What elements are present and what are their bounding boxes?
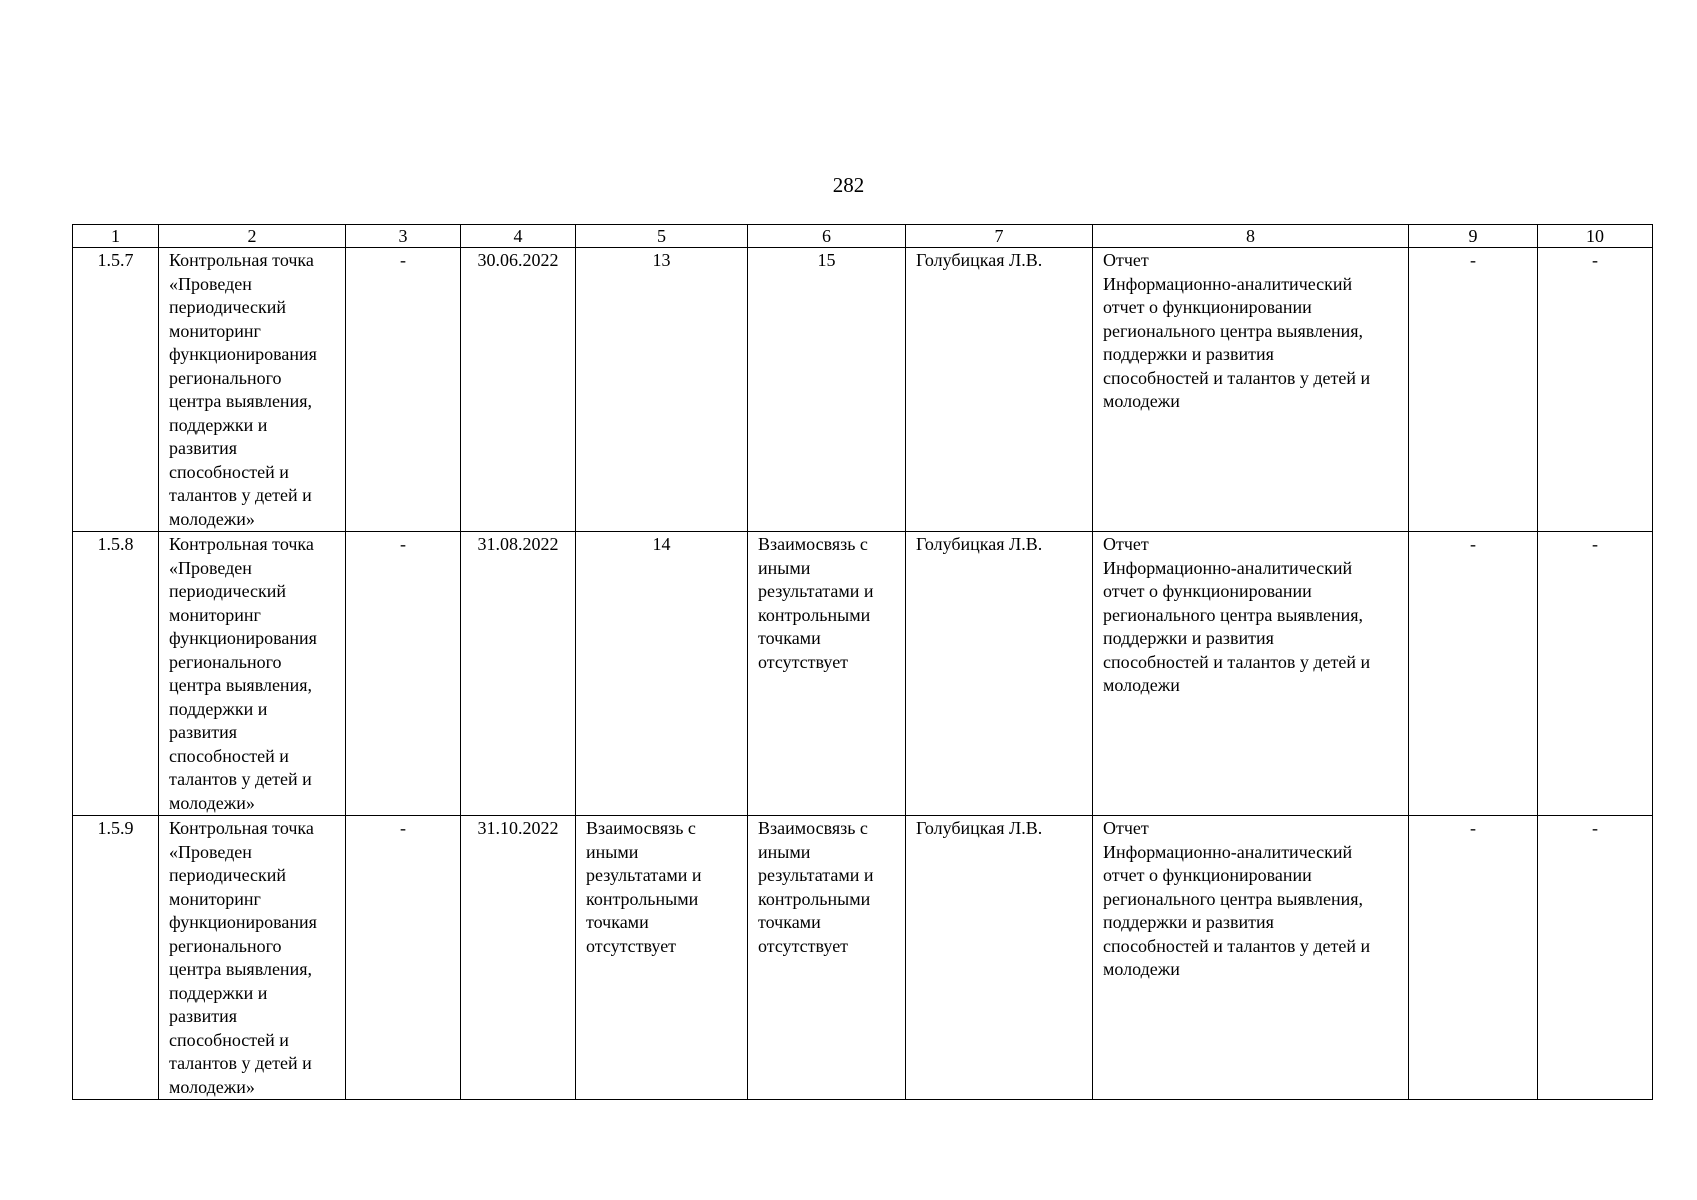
event-name-line: центра выявления, — [169, 391, 312, 411]
event-name-line: Контрольная точка — [169, 250, 314, 270]
column-header-7: 7 — [906, 225, 1093, 248]
document-line: отчет о функционировании — [1103, 865, 1312, 885]
document-line: отчет о функционировании — [1103, 581, 1312, 601]
column-6-line: точками — [758, 628, 821, 648]
column-5-cell — [576, 248, 748, 532]
column-5-line: точками — [586, 912, 649, 932]
column-6-cell — [748, 816, 906, 1100]
row-number-cell: 1.5.7 — [73, 248, 159, 532]
date-cell: 31.08.2022 — [461, 532, 576, 816]
column-5-line: иными — [586, 841, 639, 862]
event-name-cell — [159, 248, 346, 532]
document-line: Отчет — [1103, 818, 1149, 838]
event-name-line: мониторинг — [169, 604, 261, 625]
document-line: молодежи — [1103, 959, 1180, 979]
document-line: Информационно-аналитический — [1103, 273, 1353, 294]
column-6-line: Взаимосвязь с — [758, 534, 868, 554]
column-3-cell: - — [346, 532, 461, 816]
event-name-line: молодежи» — [169, 792, 255, 813]
document-line: способностей и талантов у детей и — [1103, 651, 1371, 672]
column-header-6: 6 — [748, 225, 906, 248]
document-line: отчет о функционировании — [1103, 297, 1312, 317]
column-9-cell: - — [1409, 248, 1538, 532]
event-name-line: центра выявления, — [169, 675, 312, 695]
event-name-line: «Проведен — [169, 557, 252, 578]
column-5-line: контрольными — [586, 888, 699, 909]
event-name-line: развития — [169, 1006, 238, 1026]
event-name-line: развития — [169, 722, 238, 742]
column-header-3: 3 — [346, 225, 461, 248]
column-6-cell — [748, 248, 906, 532]
event-name-line: функционирования — [169, 912, 317, 932]
column-6-line: 15 — [817, 250, 836, 270]
column-6-cell — [748, 532, 906, 816]
document-line: регионального центра выявления, — [1103, 604, 1364, 625]
document-line: способностей и талантов у детей и — [1103, 367, 1371, 388]
column-10-cell: - — [1538, 816, 1653, 1100]
column-number-row — [73, 225, 1653, 248]
column-3-cell: - — [346, 816, 461, 1100]
column-header-4: 4 — [461, 225, 576, 248]
event-name-line: мониторинг — [169, 320, 261, 341]
event-name-line: поддержки и — [169, 414, 268, 435]
document-line: Отчет — [1103, 250, 1149, 270]
event-name-line: регионального — [169, 935, 282, 956]
column-header-2: 2 — [159, 225, 346, 248]
event-name-line: развития — [169, 438, 238, 458]
event-name-line: поддержки и — [169, 982, 268, 1003]
table-row — [73, 532, 1653, 816]
table-row — [73, 248, 1653, 532]
column-header-8: 8 — [1093, 225, 1409, 248]
event-name-line: поддержки и — [169, 698, 268, 719]
document-cell — [1093, 816, 1409, 1100]
event-name-cell — [159, 532, 346, 816]
column-10-cell: - — [1538, 248, 1653, 532]
event-name-line: функционирования — [169, 628, 317, 648]
event-name-line: функционирования — [169, 344, 317, 364]
event-name-line: способностей и — [169, 745, 289, 766]
event-name-line: талантов у детей и — [169, 1053, 312, 1073]
responsible-cell: Голубицкая Л.В. — [906, 816, 1093, 1100]
event-name-line: регионального — [169, 651, 282, 672]
column-5-cell — [576, 816, 748, 1100]
document-line: Отчет — [1103, 534, 1149, 554]
document-line: молодежи — [1103, 391, 1180, 411]
plan-table — [72, 224, 1653, 1100]
column-3-cell: - — [346, 248, 461, 532]
event-name-line: способностей и — [169, 1029, 289, 1050]
event-name-line: молодежи» — [169, 508, 255, 529]
document-line: Информационно-аналитический — [1103, 557, 1353, 578]
document-line: поддержки и развития — [1103, 344, 1274, 364]
column-6-line: Взаимосвязь с — [758, 818, 868, 838]
column-6-line: иными — [758, 557, 811, 578]
event-name-line: мониторинг — [169, 888, 261, 909]
event-name-line: периодический — [169, 297, 287, 317]
table-row — [73, 816, 1653, 1100]
event-name-line: талантов у детей и — [169, 485, 312, 505]
column-header-9: 9 — [1409, 225, 1538, 248]
column-6-line: результатами и — [758, 581, 874, 601]
column-6-line: отсутствует — [758, 651, 849, 672]
column-5-line: 14 — [652, 534, 671, 554]
event-name-line: талантов у детей и — [169, 769, 312, 789]
event-name-line: молодежи» — [169, 1076, 255, 1097]
event-name-cell — [159, 816, 346, 1100]
event-name-line: Контрольная точка — [169, 818, 314, 838]
column-6-line: иными — [758, 841, 811, 862]
date-cell: 30.06.2022 — [461, 248, 576, 532]
document-line: способностей и талантов у детей и — [1103, 935, 1371, 956]
column-6-line: результатами и — [758, 865, 874, 885]
row-number-cell: 1.5.8 — [73, 532, 159, 816]
column-5-cell — [576, 532, 748, 816]
event-name-line: периодический — [169, 581, 287, 601]
document-line: регионального центра выявления, — [1103, 888, 1364, 909]
responsible-cell: Голубицкая Л.В. — [906, 532, 1093, 816]
document-line: поддержки и развития — [1103, 628, 1274, 648]
column-header-1: 1 — [73, 225, 159, 248]
column-10-cell: - — [1538, 532, 1653, 816]
document-line: Информационно-аналитический — [1103, 841, 1353, 862]
column-5-line: 13 — [652, 250, 671, 270]
column-5-line: результатами и — [586, 865, 702, 885]
column-6-line: контрольными — [758, 888, 871, 909]
event-name-line: регионального — [169, 367, 282, 388]
column-5-line: отсутствует — [586, 935, 677, 956]
document-cell — [1093, 532, 1409, 816]
column-9-cell: - — [1409, 816, 1538, 1100]
column-header-5: 5 — [576, 225, 748, 248]
row-number-cell: 1.5.9 — [73, 816, 159, 1100]
column-6-line: точками — [758, 912, 821, 932]
event-name-line: «Проведен — [169, 841, 252, 862]
event-name-line: периодический — [169, 865, 287, 885]
page-number: 282 — [832, 173, 865, 197]
event-name-line: центра выявления, — [169, 959, 312, 979]
column-6-line: отсутствует — [758, 935, 849, 956]
responsible-cell: Голубицкая Л.В. — [906, 248, 1093, 532]
document-cell — [1093, 248, 1409, 532]
document-line: регионального центра выявления, — [1103, 320, 1364, 341]
column-6-line: контрольными — [758, 604, 871, 625]
column-5-line: Взаимосвязь с — [586, 818, 696, 838]
document-line: молодежи — [1103, 675, 1180, 695]
date-cell: 31.10.2022 — [461, 816, 576, 1100]
document-line: поддержки и развития — [1103, 912, 1274, 932]
event-name-line: Контрольная точка — [169, 534, 314, 554]
event-name-line: способностей и — [169, 461, 289, 482]
column-9-cell: - — [1409, 532, 1538, 816]
column-header-10: 10 — [1538, 225, 1653, 248]
event-name-line: «Проведен — [169, 273, 252, 294]
